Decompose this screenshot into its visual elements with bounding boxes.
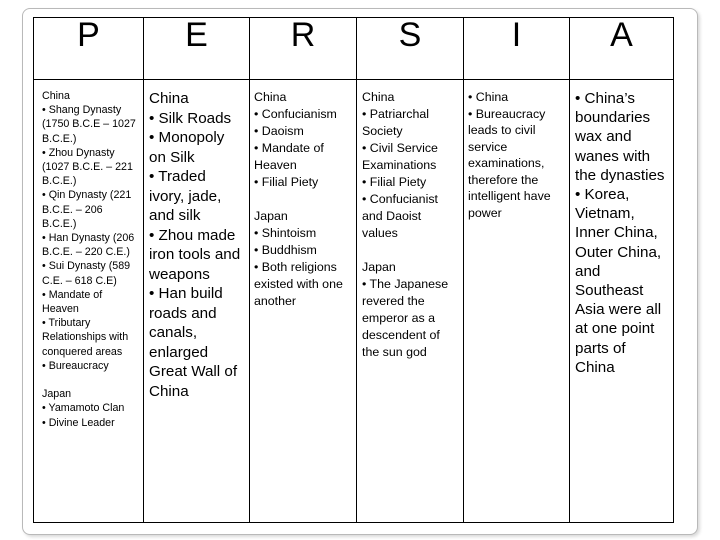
header-i: I [464, 18, 570, 80]
social-text: China • Patriarchal Society • Civil Service Examinations • Filial Piety • Confucianist and Daoist values Japan • The Japanese revered the emperor as a descendent of the sun god [362, 90, 449, 359]
religious-cell [250, 80, 357, 523]
area-text: • China’s boundaries wax and wanes with the dynasties • Korea, Vietnam, Inner China, Outer China, and Southeast Asia were all at one point parts of China [575, 90, 665, 376]
intellectual-text: • China • Bureaucracy leads to civil service examinations, therefore the intelligent have power [468, 90, 551, 220]
political-cell [34, 80, 144, 523]
social-cell [357, 80, 464, 523]
header-a: A [570, 18, 674, 80]
content-row [34, 80, 674, 523]
header-s: S [357, 18, 464, 80]
intellectual-cell [464, 80, 570, 523]
religious-text: China • Confucianism • Daoism • Mandate of Heaven • Filial Piety Japan • Shintoism • Buddhism • Both religions existed with one another [254, 90, 343, 308]
header-p: P [34, 18, 144, 80]
header-e: E [144, 18, 250, 80]
political-text: China • Shang Dynasty (1750 B.C.E – 1027 B.C.E.) • Zhou Dynasty (1027 B.C.E. – 221 B.C.E.) • Qin Dynasty (221 B.C.E. – 206 B.C.E.) • Han Dynasty (206 B.C.E. – 220 C.E.) • Sui Dynasty (589 C.E. – 618 C.E) • Mandate of Heaven • Tributary Relationships with conquered areas • Bureaucracy Japan • Yamamoto Clan • Divine Leader [42, 90, 136, 429]
persia-table [33, 17, 674, 523]
area-cell [570, 80, 674, 523]
economic-cell [144, 80, 250, 523]
economic-text: China • Silk Roads • Monopoly on Silk • Traded ivory, jade, and silk • Zhou made iron tools and weapons • Han build roads and canals, enlarged Great Wall of China [149, 90, 241, 400]
header-row [34, 18, 674, 80]
header-r: R [250, 18, 357, 80]
